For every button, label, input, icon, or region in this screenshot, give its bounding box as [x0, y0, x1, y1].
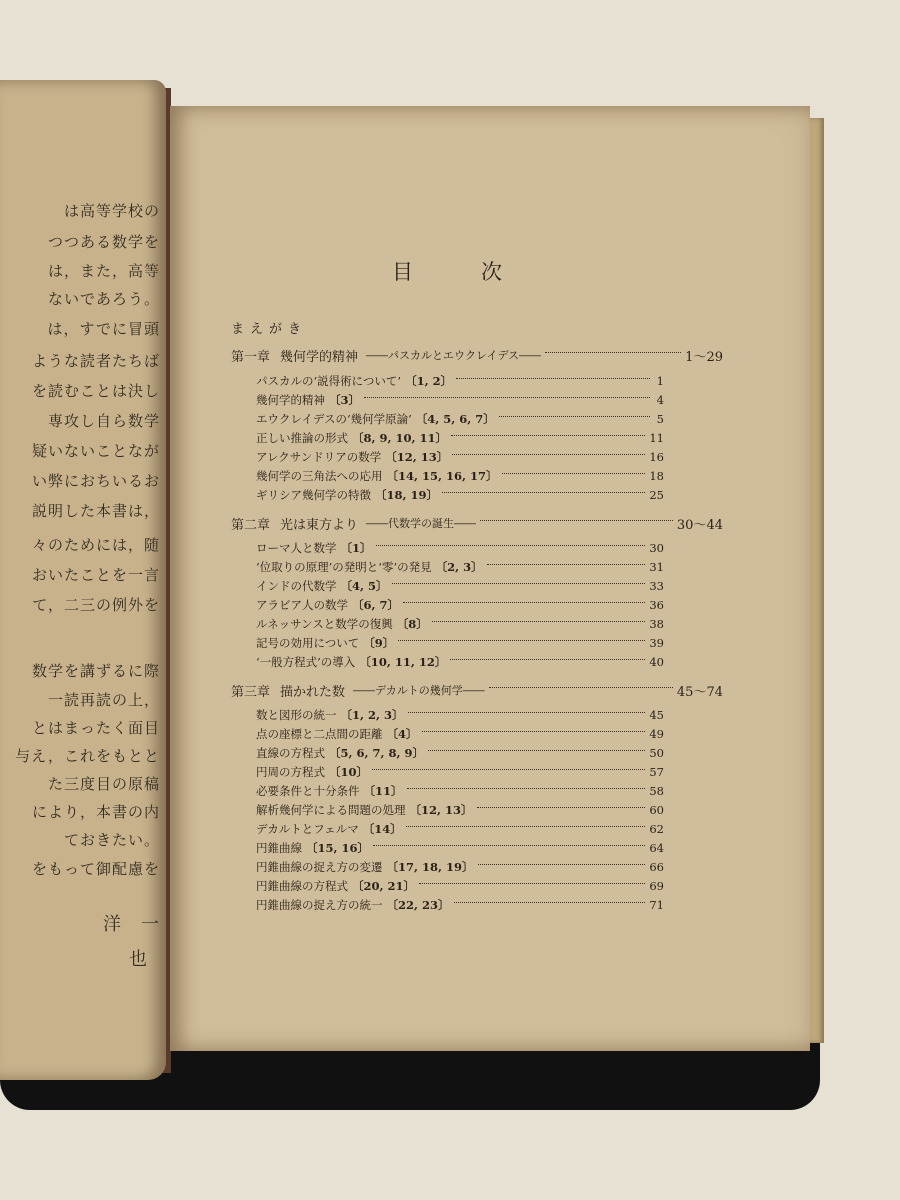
- section-title: アラビア人の数学: [256, 598, 348, 612]
- section-title: 正しい推論の形式: [256, 431, 348, 445]
- section-row: [256, 764, 664, 780]
- section-index: 〔9〕: [363, 636, 395, 650]
- left-page-line: おいたことを一言: [31, 566, 160, 584]
- dot-leader: [407, 788, 646, 789]
- dot-leader: [376, 545, 646, 546]
- left-page-line: は，すでに冒頭: [47, 320, 160, 338]
- dot-leader: [442, 492, 645, 493]
- section-title: ギリシア幾何学の特徴: [256, 488, 371, 502]
- section-page: 38: [649, 617, 664, 631]
- section-page: 39: [649, 636, 664, 650]
- dot-leader: [364, 397, 650, 398]
- left-page-line: い弊におちいるお: [31, 472, 160, 490]
- left-page: [0, 80, 166, 1080]
- section-page: 1: [656, 374, 664, 388]
- section-index: 〔10〕: [329, 765, 369, 779]
- left-page-line: つつある数学を: [47, 233, 160, 251]
- chapter-number: 第二章: [231, 517, 271, 533]
- section-index: 〔2, 3〕: [435, 560, 483, 574]
- section-page: 4: [656, 393, 664, 407]
- left-page-line: 専攻し自ら数学: [47, 412, 160, 430]
- left-page-line: ておきたい。: [63, 831, 160, 849]
- section-page: 11: [649, 431, 664, 445]
- section-page: 16: [649, 450, 664, 464]
- section-row: [256, 430, 664, 446]
- section-page: 50: [649, 746, 664, 760]
- chapter-heading: [231, 346, 723, 364]
- section-index: 〔3〕: [329, 393, 361, 407]
- section-row: [256, 783, 664, 799]
- section-title: インドの代数学: [256, 579, 337, 593]
- left-page-line: て，二三の例外を: [32, 596, 160, 614]
- section-page: 58: [649, 784, 664, 798]
- dot-leader: [480, 520, 673, 521]
- chapter-pages: 45～74: [676, 684, 723, 700]
- section-page: 36: [649, 598, 664, 612]
- section-index: 〔15, 16〕: [306, 841, 370, 855]
- toc-title: 目次: [392, 260, 570, 284]
- dot-leader: [419, 883, 645, 884]
- chapter-subtitle: ――代数学の誕生――: [366, 517, 477, 530]
- dot-leader: [478, 864, 646, 865]
- section-title: 点の座標と二点間の距離: [256, 727, 383, 741]
- section-title: 円錐曲線の捉え方の変遷: [256, 860, 383, 874]
- dot-leader: [452, 454, 645, 455]
- dot-leader: [398, 640, 645, 641]
- section-page: 31: [649, 560, 664, 574]
- section-page: 60: [649, 803, 664, 817]
- section-row: [256, 449, 664, 465]
- section-page: 45: [649, 708, 664, 722]
- left-page-line: により，本書の内: [31, 803, 160, 821]
- section-page: 66: [649, 860, 664, 874]
- dot-leader: [373, 845, 645, 846]
- dot-leader: [408, 712, 646, 713]
- section-title: パスカルの‘説得術について’: [256, 374, 402, 388]
- section-row: [256, 559, 664, 575]
- dot-leader: [454, 902, 646, 903]
- section-row: [256, 373, 664, 389]
- section-index: 〔8〕: [396, 617, 428, 631]
- chapter-number: 第一章: [231, 349, 271, 365]
- section-index: 〔4, 5〕: [340, 579, 388, 593]
- chapter-subtitle: ――パスカルとエウクレイデス――: [366, 349, 542, 362]
- section-index: 〔5, 6, 7, 8, 9〕: [329, 746, 425, 760]
- section-title: 数と図形の統一: [256, 708, 337, 722]
- section-row: [256, 821, 664, 837]
- section-title: 円錐曲線: [256, 841, 302, 855]
- section-index: 〔6, 7〕: [352, 598, 400, 612]
- section-index: 〔1, 2, 3〕: [340, 708, 404, 722]
- left-page-line: を読むことは決し: [31, 382, 160, 400]
- section-index: 〔12, 13〕: [409, 803, 473, 817]
- chapter-heading: [231, 681, 723, 699]
- dot-leader: [499, 416, 650, 417]
- section-row: [256, 745, 664, 761]
- section-title: アレクサンドリアの数学: [256, 450, 382, 464]
- dot-leader: [406, 826, 646, 827]
- section-row: [256, 597, 664, 613]
- page-block-edge: [810, 118, 824, 1043]
- dot-leader: [392, 583, 646, 584]
- section-title: エウクレイデスの‘幾何学原論’: [256, 412, 412, 426]
- dot-leader: [502, 473, 646, 474]
- left-page-line: 々のためには，随: [31, 536, 160, 554]
- left-page-line: をもって御配慮を: [31, 860, 160, 878]
- dot-leader: [487, 564, 646, 565]
- section-row: [256, 859, 664, 875]
- section-index: 〔4〕: [386, 727, 418, 741]
- section-page: 40: [649, 655, 664, 669]
- section-index: 〔8, 9, 10, 11〕: [352, 431, 448, 445]
- section-index: 〔14, 15, 16, 17〕: [386, 469, 498, 483]
- section-title: 円錐曲線の捉え方の統一: [256, 898, 383, 912]
- section-index: 〔11〕: [363, 784, 403, 798]
- section-row: [256, 802, 664, 818]
- section-row: [256, 726, 664, 742]
- left-page-line: ような読者たちば: [31, 352, 160, 370]
- section-row: [256, 487, 664, 503]
- dot-leader: [432, 621, 646, 622]
- section-page: 30: [649, 541, 664, 555]
- toc-preface: まえがき: [231, 322, 308, 337]
- left-page-line: とはまったく面目: [31, 719, 160, 737]
- section-page: 71: [649, 898, 664, 912]
- chapter-title: 描かれた数: [280, 684, 346, 700]
- dot-leader: [456, 378, 650, 379]
- section-page: 57: [649, 765, 664, 779]
- chapter-pages: 30～44: [676, 517, 723, 533]
- section-index: 〔18, 19〕: [375, 488, 439, 502]
- section-index: 〔4, 5, 6, 7〕: [415, 412, 495, 426]
- dot-leader: [489, 687, 673, 688]
- section-index: 〔17, 18, 19〕: [386, 860, 474, 874]
- dot-leader: [403, 602, 645, 603]
- section-title: 幾何学的精神: [256, 393, 325, 407]
- dot-leader: [451, 435, 645, 436]
- left-page-line: 与え，これをもとと: [15, 747, 160, 765]
- section-title: デカルトとフェルマ: [256, 822, 359, 836]
- section-index: 〔1, 2〕: [405, 374, 453, 388]
- section-index: 〔10, 11, 12〕: [359, 655, 447, 669]
- section-page: 62: [649, 822, 664, 836]
- section-row: [256, 578, 664, 594]
- section-page: 49: [649, 727, 664, 741]
- section-page: 18: [649, 469, 664, 483]
- section-row: [256, 635, 664, 651]
- section-title: 円周の方程式: [256, 765, 325, 779]
- section-title: 記号の効用について: [256, 636, 360, 650]
- chapter-title: 光は東方より: [280, 517, 359, 533]
- section-row: [256, 616, 664, 632]
- section-row: [256, 468, 664, 484]
- dot-leader: [372, 769, 645, 770]
- section-title: 円錐曲線の方程式: [256, 879, 348, 893]
- section-page: 64: [649, 841, 664, 855]
- chapter-number: 第三章: [231, 684, 271, 700]
- section-page: 69: [649, 879, 664, 893]
- left-page-line: 一読再読の上，: [47, 691, 160, 709]
- left-page-line: は高等学校の: [63, 202, 160, 220]
- dot-leader: [477, 807, 646, 808]
- section-title: ローマ人と数学: [256, 541, 337, 555]
- section-index: 〔1〕: [340, 541, 372, 555]
- section-row: [256, 878, 664, 894]
- section-index: 〔12, 13〕: [385, 450, 449, 464]
- left-page-line: 数学を講ずるに際: [31, 662, 160, 680]
- section-row: [256, 392, 664, 408]
- section-title: 直線の方程式: [256, 746, 325, 760]
- section-page: 5: [656, 412, 664, 426]
- section-row: [256, 897, 664, 913]
- section-row: [256, 654, 664, 670]
- dot-leader: [450, 659, 645, 660]
- left-page-signature: 洋 一: [103, 914, 160, 935]
- section-index: 〔22, 23〕: [386, 898, 450, 912]
- chapter-subtitle: ――デカルトの幾何学――: [353, 684, 485, 697]
- section-title: 幾何学の三角法への応用: [256, 469, 383, 483]
- section-row: [256, 411, 664, 427]
- chapter-title: 幾何学的精神: [280, 349, 359, 365]
- section-title: 必要条件と十分条件: [256, 784, 360, 798]
- left-page-line: た三度目の原稿: [47, 775, 160, 793]
- section-index: 〔20, 21〕: [352, 879, 416, 893]
- chapter-pages: 1～29: [685, 349, 723, 365]
- section-title: ルネッサンスと数学の復興: [256, 617, 393, 631]
- left-page-line: は，また，高等: [47, 262, 160, 280]
- left-page-signature: 也: [129, 949, 148, 970]
- left-page-line: ないであろう。: [47, 290, 160, 308]
- section-title: ‘位取りの原理’の発明と‘零’の発見: [256, 560, 432, 574]
- section-index: 〔14〕: [362, 822, 402, 836]
- dot-leader: [428, 750, 645, 751]
- section-row: [256, 707, 664, 723]
- dot-leader: [545, 352, 681, 353]
- left-page-line: 説明した本書は，: [31, 502, 160, 520]
- dot-leader: [422, 731, 646, 732]
- section-row: [256, 540, 664, 556]
- left-page-line: 疑いないことなが: [31, 442, 160, 460]
- section-row: [256, 840, 664, 856]
- section-title: ‘一般方程式’の導入: [256, 655, 356, 669]
- section-page: 25: [649, 488, 664, 502]
- section-page: 33: [649, 579, 664, 593]
- chapter-heading: [231, 514, 723, 532]
- section-title: 解析幾何学による問題の処理: [256, 803, 406, 817]
